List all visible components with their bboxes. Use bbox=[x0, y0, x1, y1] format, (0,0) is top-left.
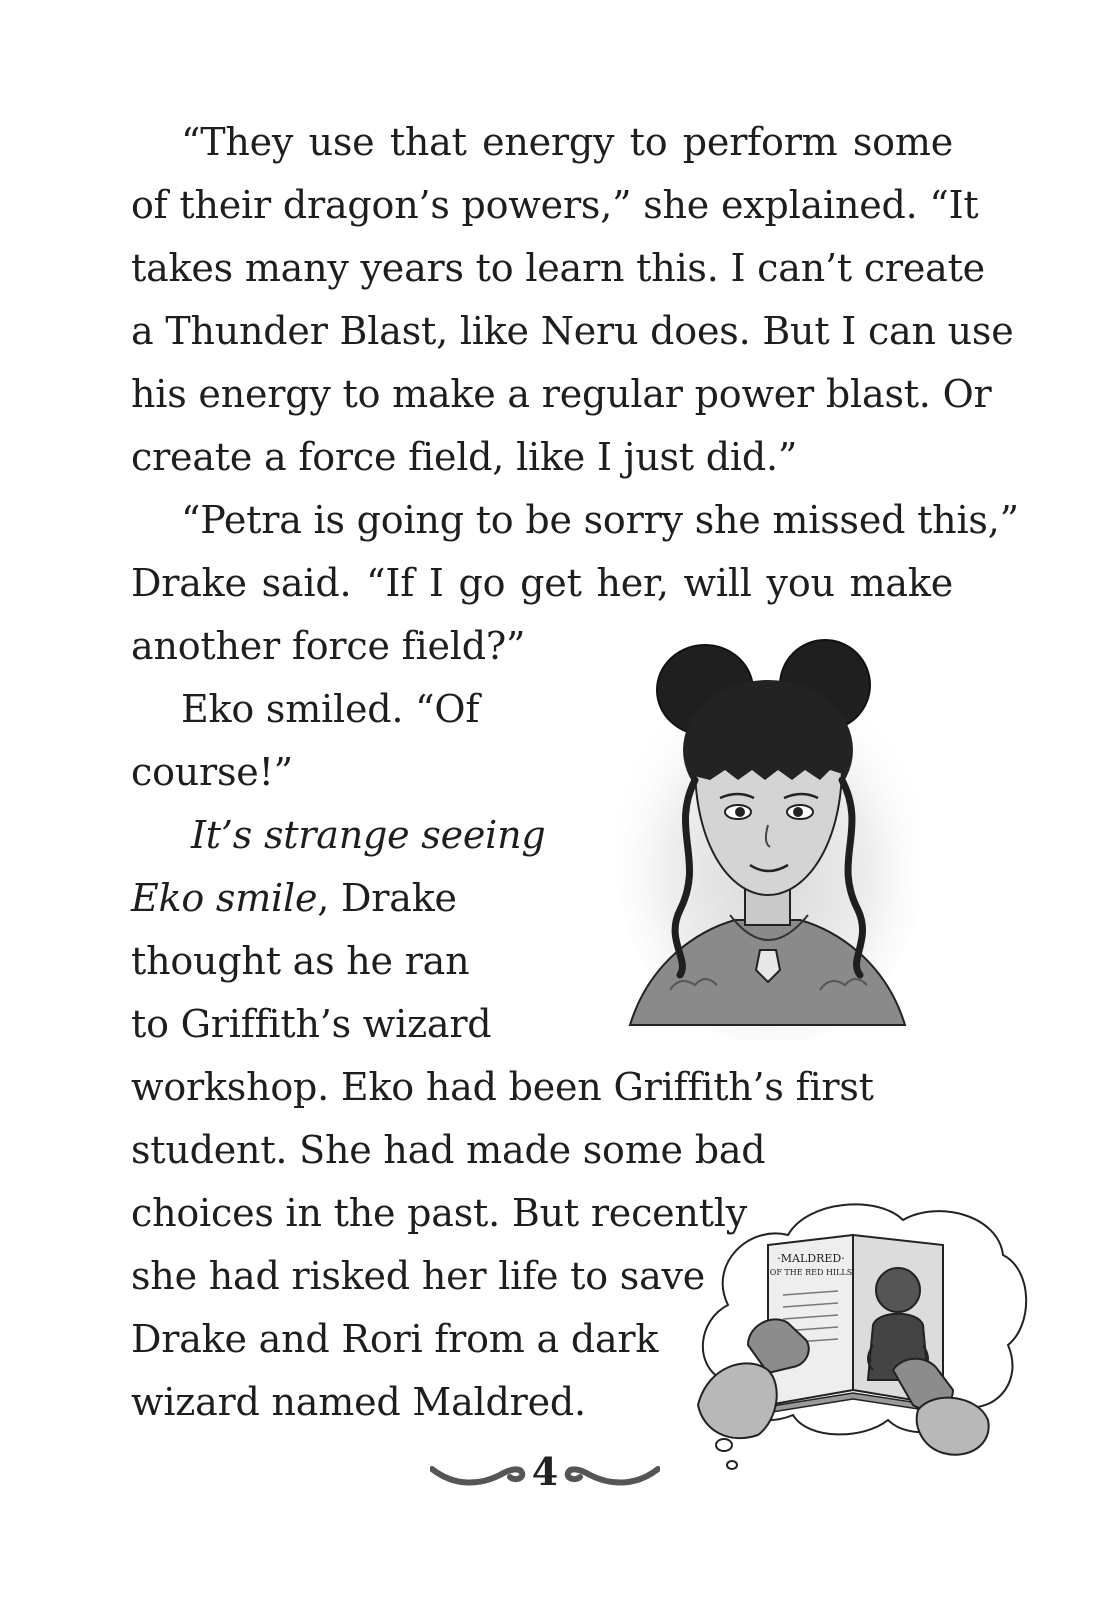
text-line: “They use that energy to perform some bbox=[181, 120, 953, 164]
text-line: student. She had made some bad bbox=[131, 1128, 766, 1172]
text-line: another force field?” bbox=[131, 624, 526, 668]
text-line: of their dragon’s powers,” she explained. “It bbox=[131, 183, 979, 227]
text-line: wizard named Maldred. bbox=[131, 1380, 586, 1424]
text-line: create a force field, like I just did.” bbox=[131, 435, 798, 479]
page-number-ornament bbox=[430, 1447, 660, 1507]
text-line: Eko smiled. “Of bbox=[181, 687, 480, 731]
text-line-italic: It’s strange seeing bbox=[191, 813, 546, 857]
girl-portrait-illustration bbox=[610, 630, 920, 1040]
thought-bubble-book-illustration bbox=[688, 1195, 1038, 1485]
text-line: to Griffith’s wizard bbox=[131, 1002, 492, 1046]
text-line: a Thunder Blast, like Neru does. But I can use bbox=[131, 309, 1014, 353]
italic-phrase: Eko smile bbox=[131, 876, 318, 920]
text-line: thought as he ran bbox=[131, 939, 470, 983]
text-line: she had risked her life to save bbox=[131, 1254, 706, 1298]
text-line: workshop. Eko had been Griffith’s first bbox=[131, 1065, 874, 1109]
text-line: Drake said. “If I go get her, will you make bbox=[131, 561, 953, 605]
book-title-line-1: ·MALDRED· bbox=[777, 1252, 845, 1265]
text-line: course!” bbox=[131, 750, 293, 794]
text-line: “Petra is going to be sorry she missed this,” bbox=[181, 498, 1019, 542]
text-line: choices in the past. But recently bbox=[131, 1191, 748, 1235]
book-title-line-2: OF THE RED HILLS bbox=[769, 1268, 853, 1277]
text-line: his energy to make a regular power blast. Or bbox=[131, 372, 992, 416]
text-line: Drake and Rori from a dark bbox=[131, 1317, 659, 1361]
text-fragment: , Drake bbox=[317, 876, 457, 920]
text-line: takes many years to learn this. I can’t create bbox=[131, 246, 985, 290]
page-number: 4 bbox=[531, 1449, 559, 1494]
